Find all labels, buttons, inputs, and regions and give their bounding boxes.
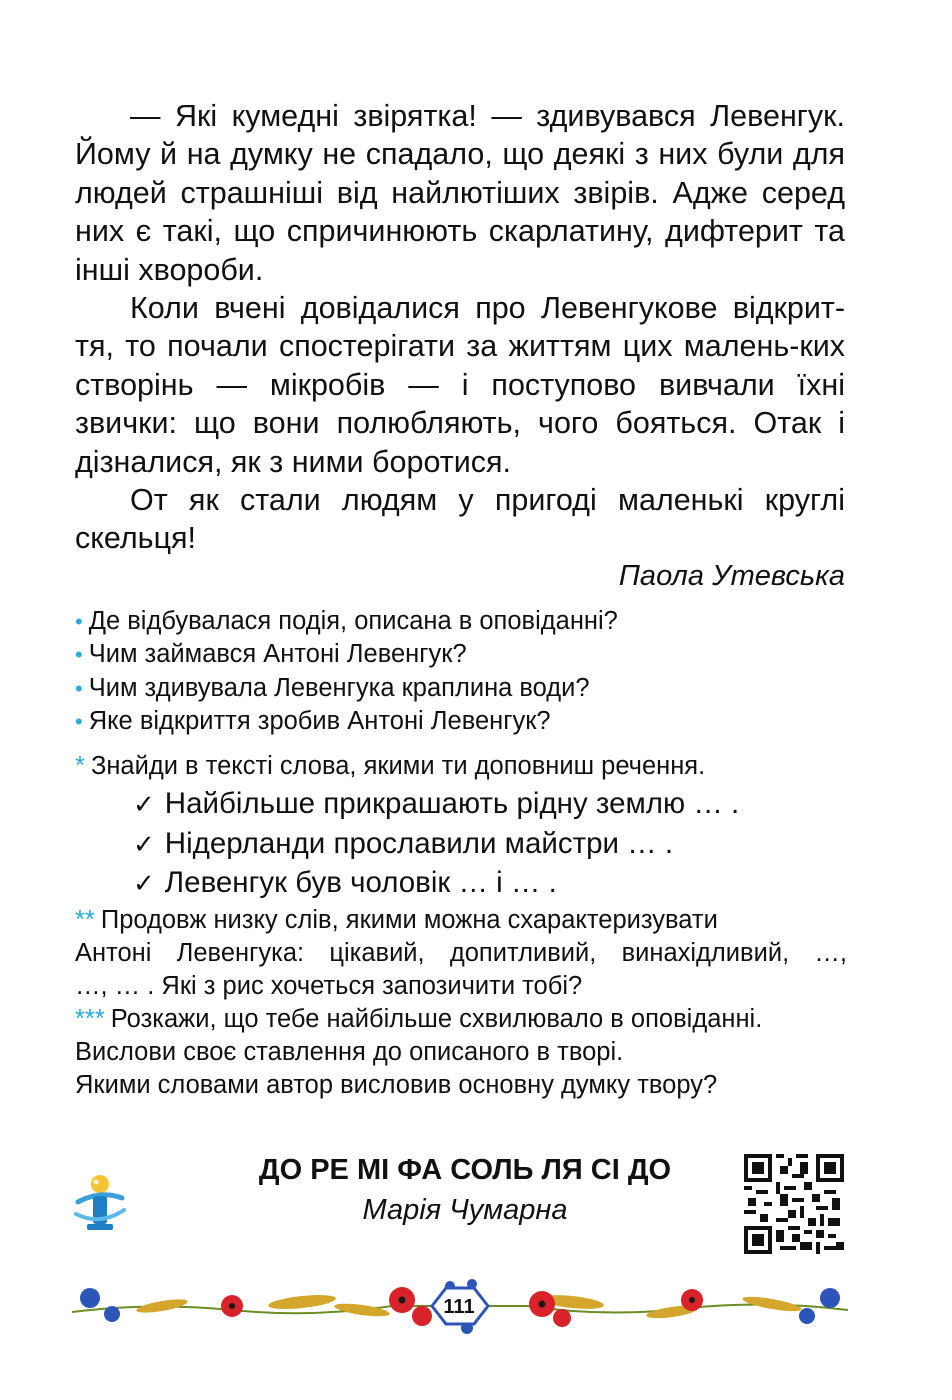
bullet-icon: •: [75, 709, 83, 735]
question-text: Чим здивувала Левенгука краплина води?: [88, 673, 590, 702]
check-item: [133, 785, 847, 825]
task-2-line-3: …, … . Які з рис хочеться запозичити тобі?: [75, 971, 583, 1000]
song-author: Марія Чумарна: [362, 1194, 568, 1226]
task-2-text: Продовж низку слів, якими можна схарактеризувати: [100, 905, 718, 934]
paragraph-1: — Які кумедні звірятка! — здивувався Левенгук. Йому й на думку не спадало, що деякі з них були для людей страшніші від найлютіших звірів. Адже серед них є такі, що спричинюють скарлатину, дифтерит та інші хвороби.: [75, 99, 845, 287]
difficulty-stars: **: [75, 905, 95, 934]
task-3-line-1: [75, 1003, 847, 1036]
question-text: Де відбувалася подія, описана в оповіданні?: [88, 607, 618, 635]
story-text: [75, 97, 845, 558]
question-item: [75, 672, 875, 705]
question-text: Яке відкриття зробив Антоні Левенгук?: [88, 707, 551, 736]
check-item: [133, 825, 847, 865]
qr-code[interactable]: [744, 1154, 844, 1254]
checkmark-icon: ✓: [133, 829, 155, 860]
bullet-icon: •: [75, 675, 83, 701]
difficulty-stars: *: [75, 752, 85, 780]
task-1-text: Знайди в тексті слова, якими ти доповниш речення.: [90, 752, 706, 780]
paragraph-3: От як стали людям у пригоді маленькі круглі скельця!: [75, 483, 845, 556]
question-item: [75, 705, 875, 738]
bullet-icon: •: [75, 609, 83, 634]
task-3-line-3: Якими словами автор висловив основну думку твору?: [75, 1070, 718, 1099]
song-title: ДО РЕ МІ ФА СОЛЬ ЛЯ СІ ДО: [258, 1154, 672, 1186]
task-2-line-1: [75, 904, 847, 937]
task-3-text: Розкажи, що тебе найбільше схвилювало в оповіданні.: [110, 1004, 763, 1033]
check-item: [133, 864, 847, 904]
paragraph-2: Коли вчені довідалися про Левенгукове відкрит-тя, то почали спостерігати за життям цих малень-ких створінь — мікробів — і поступово вивчали їхні звички: що вони полюбляють, чого бояться. Отак і дізналися, як з ними боротися.: [75, 291, 845, 479]
checkmark-icon: ✓: [133, 790, 155, 820]
question-item: [75, 605, 875, 638]
check-text: Нідерланди прославили майстри … .: [164, 826, 674, 860]
check-text: Найбільше прикрашають рідну землю … .: [164, 787, 740, 820]
questions-list: [75, 605, 875, 739]
question-text: Чим займався Антоні Левенгук?: [88, 640, 467, 669]
question-item: [75, 638, 875, 671]
story-author: Паола Утевська: [618, 560, 845, 592]
difficulty-stars: ***: [75, 1004, 105, 1033]
task-2-line-2: Антоні Левенгука: цікавий, допитливий, винахідливий, …,: [75, 938, 847, 967]
task-1: [75, 750, 847, 783]
tasks-block: [75, 750, 847, 1102]
bullet-icon: •: [75, 642, 83, 668]
checkmark-icon: ✓: [133, 869, 155, 899]
completion-sentences: [133, 785, 847, 904]
page-number: 111: [443, 1296, 475, 1318]
info-person-icon: [72, 1172, 128, 1234]
check-text: Левенгук був чоловік … і … .: [164, 866, 557, 899]
task-3-line-2: Вислови своє ставлення до описаного в творі.: [75, 1037, 624, 1066]
